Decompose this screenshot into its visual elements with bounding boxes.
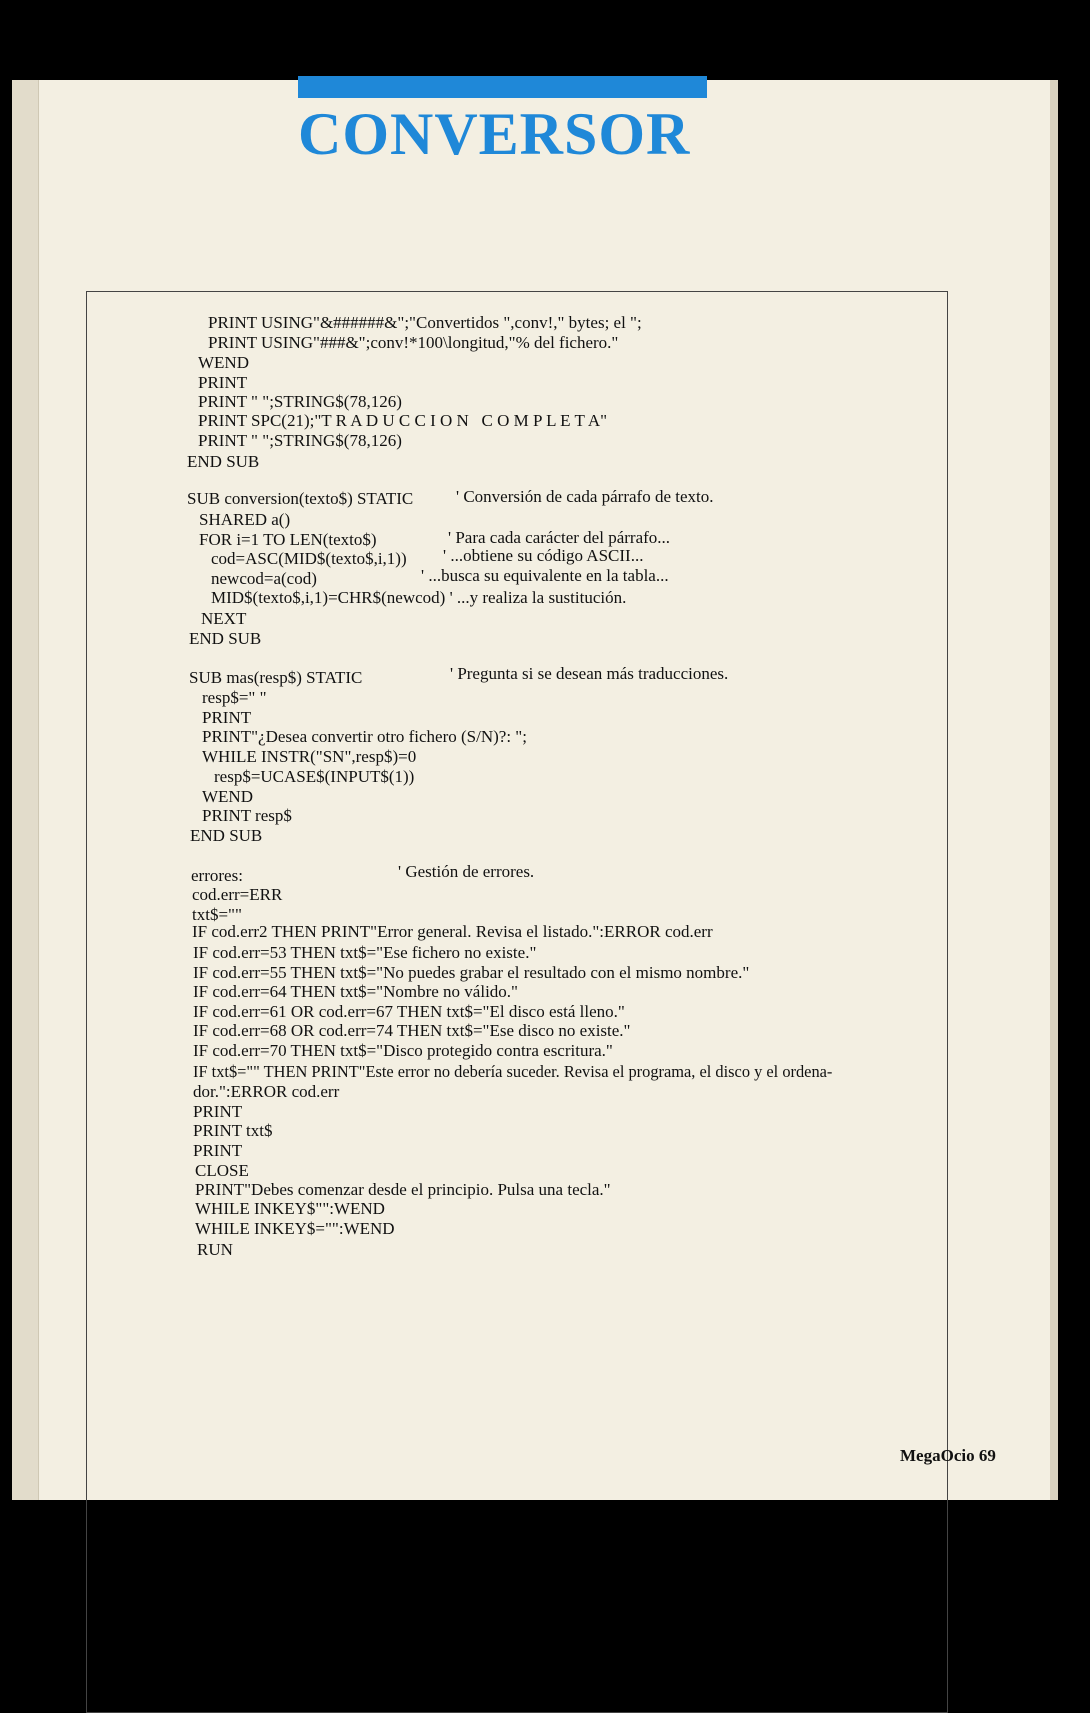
code-line: IF cod.err=55 THEN txt$="No puedes grabar el resultado con el mismo nombre." xyxy=(193,963,750,982)
code-line: resp$=UCASE$(INPUT$(1)) xyxy=(214,767,415,786)
code-line: WHILE INKEY$"":WEND xyxy=(195,1199,385,1218)
code-line: PRINT"Debes comenzar desde el principio. Pulsa una tecla." xyxy=(195,1180,611,1199)
page-title: CONVERSOR xyxy=(298,101,691,167)
code-line: END SUB xyxy=(190,826,263,845)
code-line: IF cod.err=53 THEN txt$="Ese fichero no existe." xyxy=(193,943,537,962)
page-footer: MegaOcio 69 xyxy=(900,1446,996,1465)
code-line: PRINT SPC(21);"T R A D U C C I O N C O M P L E T A" xyxy=(198,411,608,430)
code-comment: ' Para cada carácter del párrafo... xyxy=(448,528,671,547)
code-line: txt$="" xyxy=(192,905,242,924)
code-line: PRINT xyxy=(202,708,252,727)
code-comment: ' ...busca su equivalente en la tabla... xyxy=(421,566,669,585)
code-line: WEND xyxy=(198,353,249,372)
code-line: PRINT " ";STRING$(78,126) xyxy=(198,431,402,450)
code-line: PRINT xyxy=(193,1141,243,1160)
code-line: cod.err=ERR xyxy=(192,885,283,904)
code-line: IF cod.err=70 THEN txt$="Disco protegido contra escritura." xyxy=(193,1041,613,1060)
code-line: WHILE INKEY$="":WEND xyxy=(195,1219,395,1238)
code-line: PRINT " ";STRING$(78,126) xyxy=(198,392,402,411)
code-comment: ' ...obtiene su código ASCII... xyxy=(443,546,644,565)
code-line: WEND xyxy=(202,787,253,806)
code-line: WHILE INSTR("SN",resp$)=0 xyxy=(202,747,417,766)
code-comment: ' Gestión de errores. xyxy=(398,862,535,881)
code-line: cod=ASC(MID$(texto$,i,1)) xyxy=(211,549,407,568)
code-line: resp$=" " xyxy=(202,688,267,707)
code-line: IF txt$="" THEN PRINT"Este error no debería suceder. Revisa el programa, el disco y el ordena- xyxy=(193,1062,833,1081)
code-line: RUN xyxy=(197,1240,233,1259)
code-line: PRINT USING"&######&";"Convertidos ",conv!," bytes; el "; xyxy=(208,313,642,332)
code-line: PRINT"¿Desea convertir otro fichero (S/N)?: "; xyxy=(202,727,527,746)
code-line: PRINT xyxy=(193,1102,243,1121)
code-line: PRINT txt$ xyxy=(193,1121,273,1140)
code-line: PRINT USING"###&";conv!*100\longitud,"% del fichero." xyxy=(208,333,619,352)
code-line: CLOSE xyxy=(195,1161,249,1180)
code-line: SUB mas(resp$) STATIC xyxy=(189,668,363,687)
code-line: PRINT xyxy=(198,373,248,392)
code-line: SUB conversion(texto$) STATIC xyxy=(187,489,414,508)
code-line: IF cod.err=64 THEN txt$="Nombre no válido." xyxy=(193,982,518,1001)
code-line: END SUB xyxy=(187,452,260,471)
code-line: errores: xyxy=(191,866,243,885)
code-line: IF cod.err=61 OR cod.err=67 THEN txt$="El disco está lleno." xyxy=(193,1002,625,1021)
code-line: FOR i=1 TO LEN(texto$) xyxy=(199,530,377,549)
code-comment: ' Conversión de cada párrafo de texto. xyxy=(456,487,714,506)
code-line: newcod=a(cod) xyxy=(211,569,317,588)
code-line: dor.":ERROR cod.err xyxy=(193,1082,340,1101)
code-comment: ' Pregunta si se desean más traducciones. xyxy=(450,664,729,683)
code-line: SHARED a() xyxy=(199,510,291,529)
code-line: IF cod.err2 THEN PRINT"Error general. Revisa el listado.":ERROR cod.err xyxy=(192,922,713,941)
code-line: END SUB xyxy=(189,629,262,648)
code-line: NEXT xyxy=(201,609,247,628)
code-line: PRINT resp$ xyxy=(202,806,292,825)
code-line: MID$(texto$,i,1)=CHR$(newcod) ' ...y realiza la sustitución. xyxy=(211,588,627,607)
code-line: IF cod.err=68 OR cod.err=74 THEN txt$="Ese disco no existe." xyxy=(193,1021,631,1040)
